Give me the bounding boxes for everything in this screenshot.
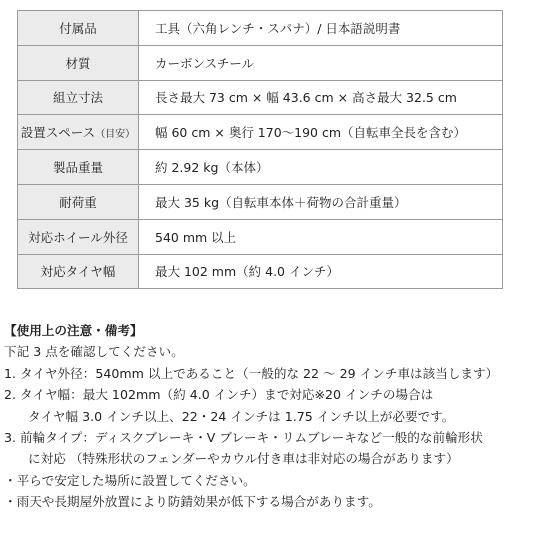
spec-row-dimensions: [18, 80, 503, 115]
note-line: に対応 （特殊形状のフェンダーやカウル付き車は非対応の場合があります）: [28, 451, 459, 467]
spec-table: [17, 10, 503, 289]
spec-value: 最大 102 mm（約 4.0 インチ）: [139, 254, 503, 289]
spec-value: カーボンスチール: [139, 45, 503, 80]
spec-value: 540 mm 以上: [139, 219, 503, 254]
note-line: ・雨天や長期屋外放置により防錆効果が低下する場合があります。: [4, 494, 381, 510]
spec-label: 対応ホイール外径: [18, 219, 139, 254]
spec-value: 長さ最大 73 cm × 幅 43.6 cm × 高さ最大 32.5 cm: [139, 80, 503, 115]
spec-row-tire-width: [18, 254, 503, 289]
notes-heading: 【使用上の注意・備考】: [4, 323, 143, 338]
spec-label: 耐荷重: [18, 184, 139, 219]
note-line: タイヤ幅 3.0 インチ以上、22・24 インチは 1.75 インチ以上が必要です。: [28, 408, 455, 424]
spec-label-note: （目安）: [95, 129, 136, 141]
note-line: 2. タイヤ幅：最大 102mm（約 4.0 インチ）まで対応※20 インチの場合は: [4, 387, 434, 403]
usage-notes: [4, 320, 534, 513]
spec-label: 組立寸法: [18, 80, 139, 115]
spec-row-weight: [18, 150, 503, 185]
spec-row-wheel-diameter: [18, 219, 503, 254]
note-line: ・平らで安定した場所に設置してください。: [4, 472, 256, 488]
spec-row-material: [18, 45, 503, 80]
spec-label: 設置スペース（目安）: [18, 115, 139, 150]
note-line: 1. タイヤ外径：540mm 以上であること（一般的な 22 〜 29 インチ車は該当します）: [4, 365, 499, 381]
spec-label: 製品重量: [18, 150, 139, 185]
spec-row-load-capacity: [18, 184, 503, 219]
spec-label: 付属品: [18, 11, 139, 46]
note-line: 3. 前輪タイプ：ディスクブレーキ・V ブレーキ・リムブレーキなど一般的な前輪形状: [4, 430, 483, 446]
spec-row-accessories: [18, 11, 503, 46]
spec-label: 対応タイヤ幅: [18, 254, 139, 289]
spec-value: 工具（六角レンチ・スパナ）/ 日本語説明書: [139, 11, 503, 46]
spec-label: 材質: [18, 45, 139, 80]
spec-value: 約 2.92 kg（本体）: [139, 150, 503, 185]
spec-value: 最大 35 kg（自転車本体＋荷物の合計重量）: [139, 184, 503, 219]
notes-intro: 下記 3 点を確認してください。: [4, 344, 184, 360]
spec-row-install-space: [18, 115, 503, 150]
spec-value: 幅 60 cm × 奥行 170〜190 cm（自転車全長を含む）: [139, 115, 503, 150]
